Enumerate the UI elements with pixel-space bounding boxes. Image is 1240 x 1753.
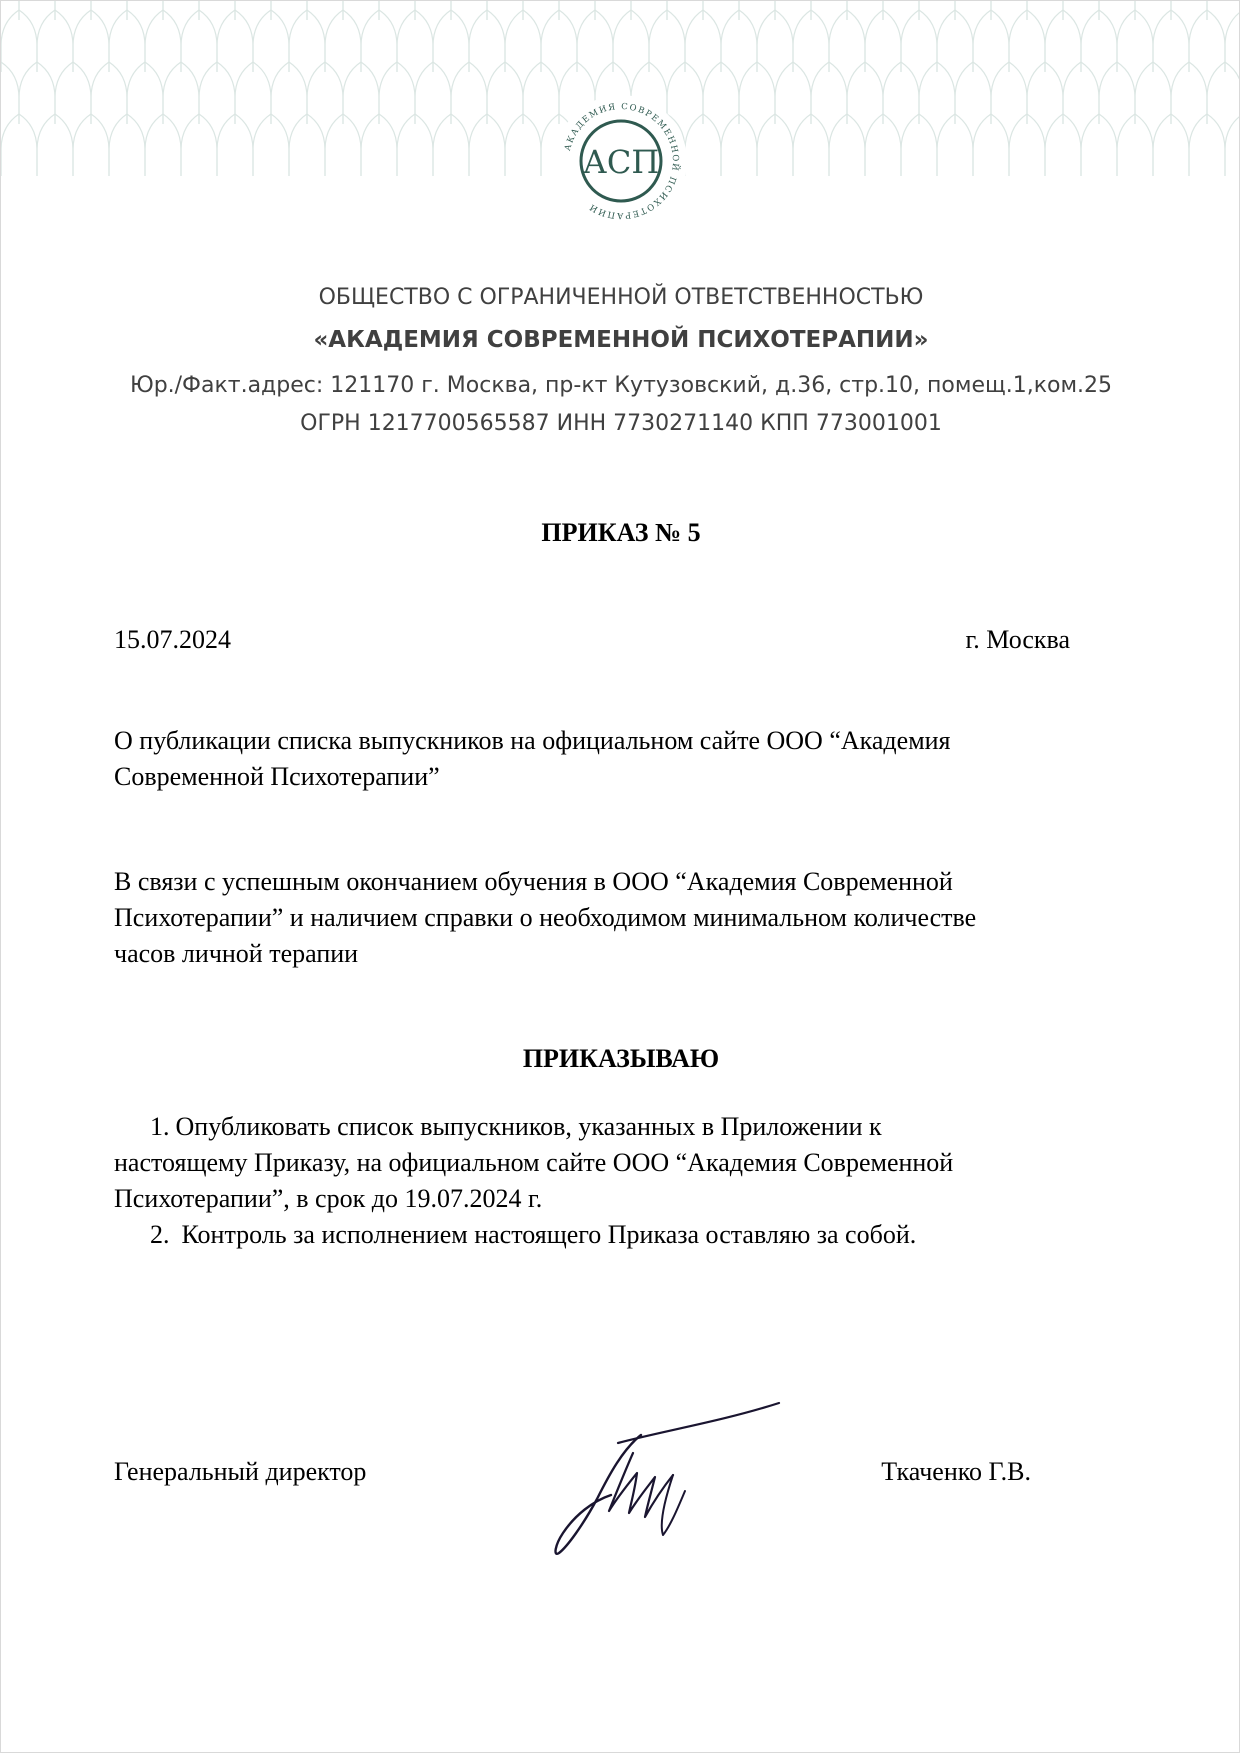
- arch-ornament: [955, 1, 991, 20]
- order-preamble-line: Психотерапии” и наличием справки о необходимом минимальном количестве: [114, 903, 977, 932]
- arch-ornament: [235, 1, 271, 20]
- arch-ornament: [991, 1, 1027, 20]
- arch-ornament: [199, 1, 235, 20]
- order-preamble-line: часов личной терапии: [114, 939, 359, 968]
- arch-ornament: [523, 1, 559, 20]
- arch-ornament: [559, 1, 595, 20]
- signatory-name: Ткаченко Г.В.: [881, 1457, 1031, 1486]
- arch-ornament: [1, 62, 19, 124]
- arch-ornament: [379, 1, 415, 20]
- order-item: [114, 1217, 1124, 1253]
- letterhead-company-name: «АКАДЕМИЯ СОВРЕМЕННОЙ ПСИХОТЕРАПИИ»: [313, 327, 929, 353]
- order-title: ПРИКАЗ № 5: [541, 518, 701, 547]
- arch-ornament: [847, 1, 883, 20]
- order-city: г. Москва: [965, 625, 1070, 654]
- handwritten-signature: [513, 1395, 783, 1565]
- arch-ornament: [451, 1, 487, 20]
- order-subject: [114, 723, 1114, 795]
- arch-ornament: [19, 1, 55, 20]
- arch-ornament: [1225, 10, 1240, 72]
- logo-monogram: АСП: [582, 143, 660, 181]
- arch-ornament: [163, 1, 199, 20]
- order-item-text: Психотерапии”, в срок до 19.07.2024 г.: [114, 1184, 543, 1213]
- arch-ornament: [595, 1, 631, 20]
- letterhead-address: Юр./Факт.адрес: 121170 г. Москва, пр-кт Кутузовский, д.36, стр.10, помещ.1,ком.25: [129, 373, 1113, 398]
- arch-ornament: [487, 1, 523, 20]
- arch-ornament: [775, 1, 811, 20]
- arch-ornament: [919, 1, 955, 20]
- arch-ornament: [703, 1, 739, 20]
- order-preamble: [114, 864, 1124, 972]
- order-item-text: Контроль за исполнением настоящего Приказа оставляю за собой.: [181, 1220, 917, 1249]
- arch-ornament: [883, 1, 919, 20]
- arch-ornament: [271, 1, 307, 20]
- logo-ring-text: АКАДЕМИЯ СОВРЕМЕННОЙ ПСИХОТЕРАПИИ: [563, 101, 681, 221]
- order-subject-line: О публикации списка выпускников на официальном сайте ООО “Академия: [114, 726, 951, 755]
- order-preamble-line: В связи с успешным окончанием обучения в ООО “Академия Современной: [114, 867, 953, 896]
- arch-ornament: [1225, 114, 1240, 176]
- order-subject-line: Современной Психотерапии”: [114, 762, 440, 791]
- arch-ornament: [91, 1, 127, 20]
- arch-ornament: [343, 1, 379, 20]
- arch-ornament: [631, 1, 667, 20]
- order-item-text: Опубликовать список выпускников, указанных в Приложении к: [175, 1112, 882, 1141]
- arch-ornament: [1027, 1, 1063, 20]
- arch-ornament: [739, 1, 775, 20]
- order-item: [114, 1109, 1124, 1145]
- order-item-text: настоящему Приказу, на официальном сайте ООО “Академия Современной: [114, 1148, 954, 1177]
- arch-ornament: [415, 1, 451, 20]
- order-item-number: 2.: [150, 1220, 170, 1249]
- arch-ornament: [127, 1, 163, 20]
- arch-ornament: [1207, 62, 1240, 124]
- arch-ornament: [1171, 1, 1207, 20]
- arch-ornament: [55, 1, 91, 20]
- arch-ornament: [1099, 1, 1135, 20]
- arch-ornament: [667, 1, 703, 20]
- arch-ornament: [1063, 1, 1099, 20]
- order-date: 15.07.2024: [114, 625, 231, 654]
- signatory-role: Генеральный директор: [114, 1457, 367, 1486]
- order-command: ПРИКАЗЫВАЮ: [522, 1044, 720, 1073]
- letterhead-company-type: ОБЩЕСТВО С ОГРАНИЧЕННОЙ ОТВЕТСТВЕННОСТЬЮ: [318, 285, 924, 310]
- arch-ornament: [307, 1, 343, 20]
- order-item-number: 1.: [150, 1112, 170, 1141]
- letterhead-registration: ОГРН 1217700565587 ИНН 7730271140 КПП 773001001: [300, 411, 942, 436]
- arch-ornament: [811, 1, 847, 20]
- arch-ornament: [1135, 1, 1171, 20]
- academy-logo-seal: [553, 93, 689, 229]
- order-items-list: [114, 1109, 1124, 1253]
